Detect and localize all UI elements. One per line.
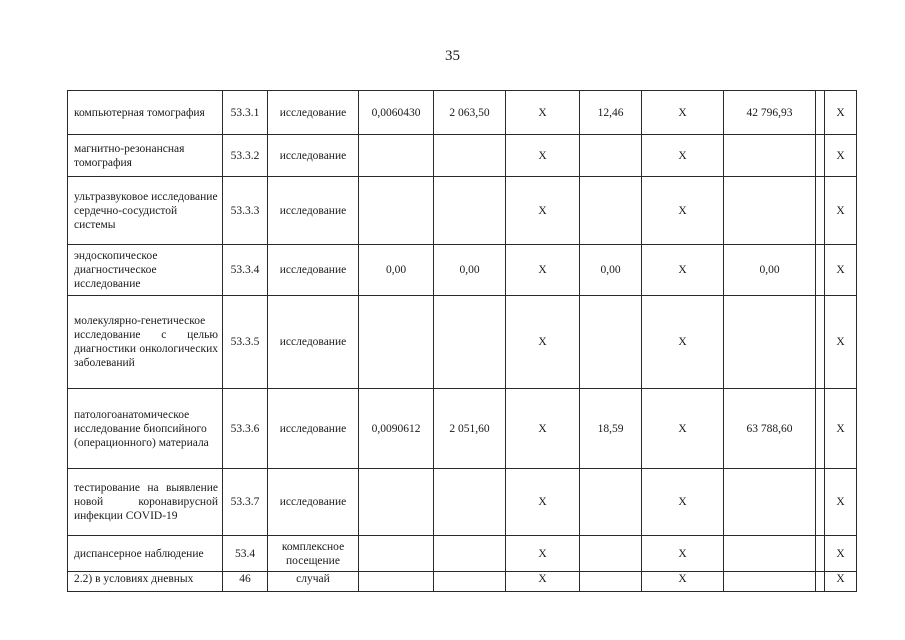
table-row	[68, 296, 857, 389]
separator-cell	[816, 469, 825, 536]
unit-of-measure: исследование	[268, 296, 359, 389]
x-mark: X	[642, 536, 724, 572]
separator-cell	[816, 91, 825, 135]
unit-of-measure: случай	[268, 572, 359, 592]
x-mark: X	[825, 572, 857, 592]
x-mark: X	[506, 177, 580, 245]
volume-value: 0,00	[359, 245, 434, 296]
table-row	[68, 536, 857, 572]
volume-value	[359, 135, 434, 177]
separator-cell	[816, 135, 825, 177]
cost-value	[434, 536, 506, 572]
service-code: 53.3.6	[223, 389, 268, 469]
x-mark: X	[506, 572, 580, 592]
per-capita-value	[580, 296, 642, 389]
x-mark: X	[642, 389, 724, 469]
cost-value: 2 051,60	[434, 389, 506, 469]
tariff-table	[67, 90, 857, 592]
x-mark: X	[825, 245, 857, 296]
volume-value: 0,0090612	[359, 389, 434, 469]
x-mark: X	[825, 177, 857, 245]
separator-cell	[816, 296, 825, 389]
table-row	[68, 469, 857, 536]
service-name: эндоскопическое диагностическое исследование	[68, 245, 223, 296]
volume-value	[359, 536, 434, 572]
service-name: диспансерное наблюдение	[68, 536, 223, 572]
service-code: 53.3.3	[223, 177, 268, 245]
service-name: компьютерная томография	[68, 91, 223, 135]
service-code: 53.3.4	[223, 245, 268, 296]
per-capita-value	[580, 135, 642, 177]
per-capita-value	[580, 536, 642, 572]
x-mark: X	[825, 135, 857, 177]
separator-cell	[816, 245, 825, 296]
unit-of-measure: исследование	[268, 245, 359, 296]
separator-cell	[816, 536, 825, 572]
x-mark: X	[506, 389, 580, 469]
service-code: 53.3.7	[223, 469, 268, 536]
per-capita-value: 12,46	[580, 91, 642, 135]
total-value	[724, 572, 816, 592]
table-row	[68, 245, 857, 296]
page-number: 35	[445, 48, 460, 64]
cost-value	[434, 572, 506, 592]
x-mark: X	[825, 536, 857, 572]
separator-cell	[816, 572, 825, 592]
total-value	[724, 469, 816, 536]
service-name: патологоанатомическое исследование биопсийного (операционного) материала	[68, 389, 223, 469]
total-value: 0,00	[724, 245, 816, 296]
x-mark: X	[642, 135, 724, 177]
per-capita-value: 18,59	[580, 389, 642, 469]
unit-of-measure: исследование	[268, 91, 359, 135]
x-mark: X	[506, 469, 580, 536]
x-mark: X	[506, 536, 580, 572]
x-mark: X	[825, 91, 857, 135]
service-code: 46	[223, 572, 268, 592]
volume-value	[359, 177, 434, 245]
unit-of-measure: комплексное посещение	[268, 536, 359, 572]
total-value: 42 796,93	[724, 91, 816, 135]
total-value: 63 788,60	[724, 389, 816, 469]
volume-value	[359, 572, 434, 592]
total-value	[724, 296, 816, 389]
x-mark: X	[642, 469, 724, 536]
x-mark: X	[642, 177, 724, 245]
per-capita-value	[580, 469, 642, 536]
x-mark: X	[642, 572, 724, 592]
cost-value	[434, 296, 506, 389]
x-mark: X	[825, 469, 857, 536]
volume-value	[359, 296, 434, 389]
service-name: 2.2) в условиях дневных	[68, 572, 223, 592]
unit-of-measure: исследование	[268, 177, 359, 245]
cost-value	[434, 135, 506, 177]
service-name: молекулярно-генетическое исследование с целью диагностики онкологических заболеваний	[68, 296, 223, 389]
cost-value	[434, 177, 506, 245]
x-mark: X	[825, 296, 857, 389]
table-row	[68, 135, 857, 177]
volume-value	[359, 469, 434, 536]
per-capita-value	[580, 177, 642, 245]
x-mark: X	[506, 245, 580, 296]
separator-cell	[816, 177, 825, 245]
x-mark: X	[506, 135, 580, 177]
total-value	[724, 177, 816, 245]
x-mark: X	[825, 389, 857, 469]
cost-value: 2 063,50	[434, 91, 506, 135]
service-name: ультразвуковое исследование сердечно-сосудистой системы	[68, 177, 223, 245]
table-row	[68, 91, 857, 135]
unit-of-measure: исследование	[268, 135, 359, 177]
table-row	[68, 177, 857, 245]
total-value	[724, 135, 816, 177]
per-capita-value	[580, 572, 642, 592]
x-mark: X	[506, 296, 580, 389]
cost-value: 0,00	[434, 245, 506, 296]
cost-value	[434, 469, 506, 536]
service-code: 53.3.1	[223, 91, 268, 135]
table-row	[68, 572, 857, 592]
x-mark: X	[642, 245, 724, 296]
separator-cell	[816, 389, 825, 469]
service-code: 53.4	[223, 536, 268, 572]
per-capita-value: 0,00	[580, 245, 642, 296]
table-body	[68, 91, 857, 592]
x-mark: X	[506, 91, 580, 135]
total-value	[724, 536, 816, 572]
service-code: 53.3.2	[223, 135, 268, 177]
volume-value: 0,0060430	[359, 91, 434, 135]
service-code: 53.3.5	[223, 296, 268, 389]
unit-of-measure: исследование	[268, 469, 359, 536]
x-mark: X	[642, 296, 724, 389]
service-name: магнитно-резонансная томография	[68, 135, 223, 177]
service-name: тестирование на выявление новой коронавирусной инфекции COVID-19	[68, 469, 223, 536]
unit-of-measure: исследование	[268, 389, 359, 469]
x-mark: X	[642, 91, 724, 135]
table-row	[68, 389, 857, 469]
